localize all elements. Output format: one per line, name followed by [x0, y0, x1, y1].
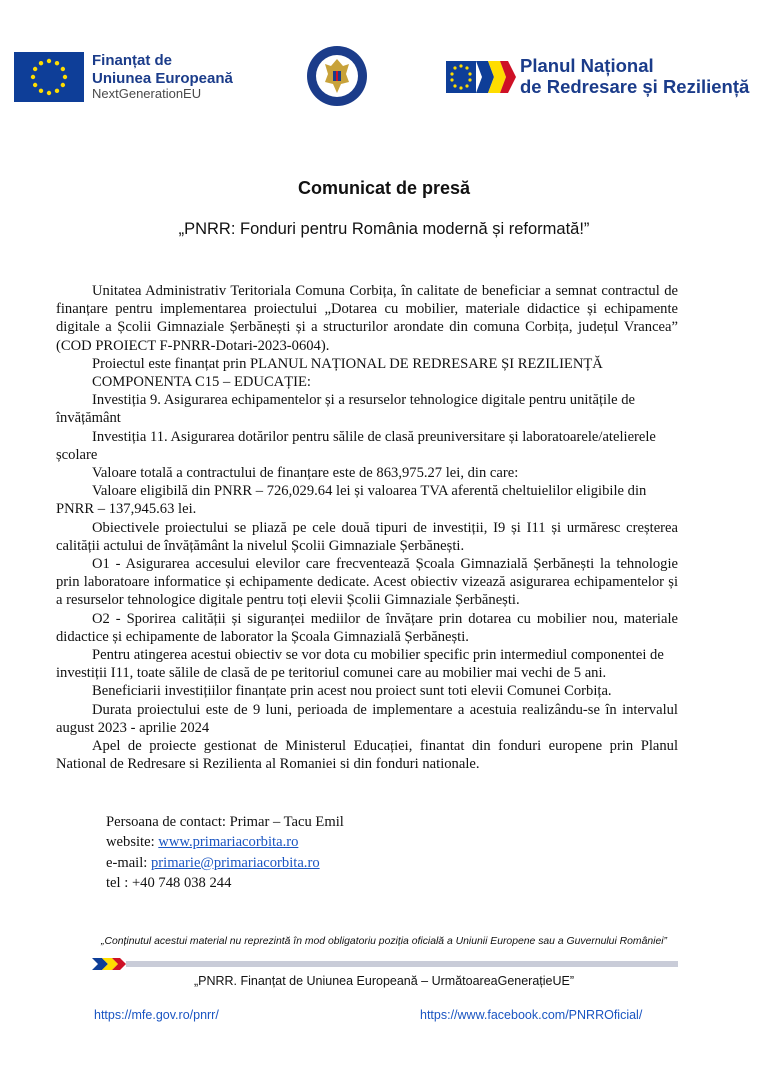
eu-star: [63, 75, 67, 79]
website-link[interactable]: www.primariacorbita.ro: [158, 834, 299, 851]
paragraph-intro: Unitatea Administrativ Teritoriala Comuna Corbița, în calitate de beneficiar a semnat contractul de finanțare pentru implementarea proiectului „Dotarea cu mobilier, materiale didactice și echipamente digitale a Școlii Gimnaziale Șerbănești și a structurilor arondate din comuna Corbița, județul Vrancea” (COD PROIECT F-PNRR-Dotari-2023-0604).: [56, 283, 678, 354]
paragraph-furniture: Pentru atingerea acestui obiectiv se vor dota cu mobilier specific prin intermediul componentei de investiții I11, toate sălile de clasă de pe teritoriul comunei care au mobilier mai vechi de 5 ani.: [56, 647, 664, 682]
eu-star: [47, 91, 51, 95]
paragraph-beneficiaries: Beneficiarii investițiilor finanțate prin acest nou proiect sunt toti elevii Comunei Corbița.: [92, 683, 612, 700]
eu-star: [61, 83, 65, 87]
eu-star: [39, 61, 43, 65]
eu-star: [55, 89, 59, 93]
pnrr-flag-arrow-icon: [446, 55, 516, 99]
eu-star: [33, 67, 37, 71]
website-label: website:: [106, 834, 159, 851]
footer-slogan: „PNRR. Finanțat de Uniunea Europeană – UrmătoareaGenerațieUE”: [193, 974, 575, 988]
footer-disclaimer: „Conținutul acestui material nu reprezintă în mod obligatoriu poziția oficială a Uniunii Europene sau a Guvernului României”: [100, 936, 668, 947]
paragraph-duration: Durata proiectului este de 9 luni, perioada de implementare a acestuia realizându-se în intervalul august 2023 - aprilie 2024: [56, 701, 678, 736]
eu-logo-line2: Uniunea Europeană: [92, 69, 233, 87]
contact-phone: tel : +40 748 038 244: [106, 875, 232, 892]
paragraph-total-value: Valoare totală a contractului de finanțare este de 863,975.27 lei, din care:: [92, 465, 519, 482]
email-link[interactable]: primarie@primariacorbita.ro: [150, 854, 320, 871]
eu-star: [61, 67, 65, 71]
page-title: Comunicat de presă: [297, 178, 471, 198]
facebook-pnrr-link[interactable]: https://www.facebook.com/PNRROficial/: [420, 1008, 643, 1022]
guvernul-romaniei-seal-icon: [305, 44, 369, 108]
eu-logo-line3: NextGenerationEU: [92, 85, 202, 101]
contact-website-row: [106, 832, 344, 852]
paragraph-objective-o1: O1 - Asigurarea accesului elevilor care frecventează Școala Gimnazială Șerbănești la tehnologie prin laboratoare informatice și echipamente dedicate. Acest obiectiv vizează asigurarea echipamentelor și a resurselor tehnologice digitale pentru toți elevii Școlii Gimnaziale Șerbănești.: [56, 556, 678, 609]
paragraph-investment-11: Investiția 11. Asigurarea dotărilor pentru sălile de clasă preuniversitare și laboratoarele/atelierele școlare: [56, 428, 656, 463]
contact-person: Persoana de contact: Primar – Tacu Emil: [106, 814, 344, 830]
paragraph-objectives: Obiectivele proiectului se pliază pe cele două tipuri de investiții, I9 și I11 și urmăresc creșterea calității actului de învățământ la nivelul Școlii Gimnaziale Șerbănești.: [56, 519, 678, 554]
footer-color-bar: [92, 957, 678, 969]
pnrr-logo: [446, 52, 756, 102]
eu-star: [47, 59, 51, 63]
paragraph-call: Apel de proiecte gestionat de Ministerul Educației, finantat din fonduri europene prin Planul National de Redresare si Rezilienta al Romaniei si din fonduri nationale.: [56, 738, 678, 773]
eu-star: [33, 83, 37, 87]
pnrr-logo-line1: Planul Național: [520, 55, 654, 77]
eu-star: [39, 89, 43, 93]
paragraph-objective-o2: O2 - Sporirea calității și siguranței mediilor de învățare prin dotarea cu mobilier nou, materiale didactice și echipamente de laborator la Școala Gimnazială Șerbănești.: [56, 610, 678, 645]
mfe-pnrr-link[interactable]: https://mfe.gov.ro/pnrr/: [94, 1008, 219, 1022]
contact-email-row: [106, 853, 344, 873]
eu-logo-line1: Finanțat de: [92, 52, 173, 70]
eu-star: [55, 61, 59, 65]
eu-funding-logo: [14, 46, 254, 108]
page-subtitle: „PNRR: Fonduri pentru România modernă și reformată!”: [178, 220, 590, 238]
eu-star: [31, 75, 35, 79]
paragraph-component: COMPONENTA C15 – EDUCAȚIE:: [92, 374, 311, 391]
paragraph-eligible-value: Valoare eligibilă din PNRR – 726,029.64 lei și valoarea TVA aferentă cheltuielilor eligibile din PNRR – 137,945.63 lei.: [56, 483, 647, 518]
paragraph-financing: Proiectul este finanțat prin PLANUL NAȚIONAL DE REDRESARE ȘI REZILIENȚĂ: [92, 355, 603, 372]
contact-block: [106, 812, 344, 894]
pnrr-logo-line2: de Redresare și Reziliență: [520, 76, 750, 97]
eu-flag-icon: [14, 52, 84, 102]
paragraph-investment-9: Investiția 9. Asigurarea echipamentelor și a resurselor tehnologice digitale pentru unitățile de învățământ: [56, 392, 636, 427]
email-label: e-mail:: [106, 854, 151, 871]
press-release-body: [56, 282, 678, 773]
